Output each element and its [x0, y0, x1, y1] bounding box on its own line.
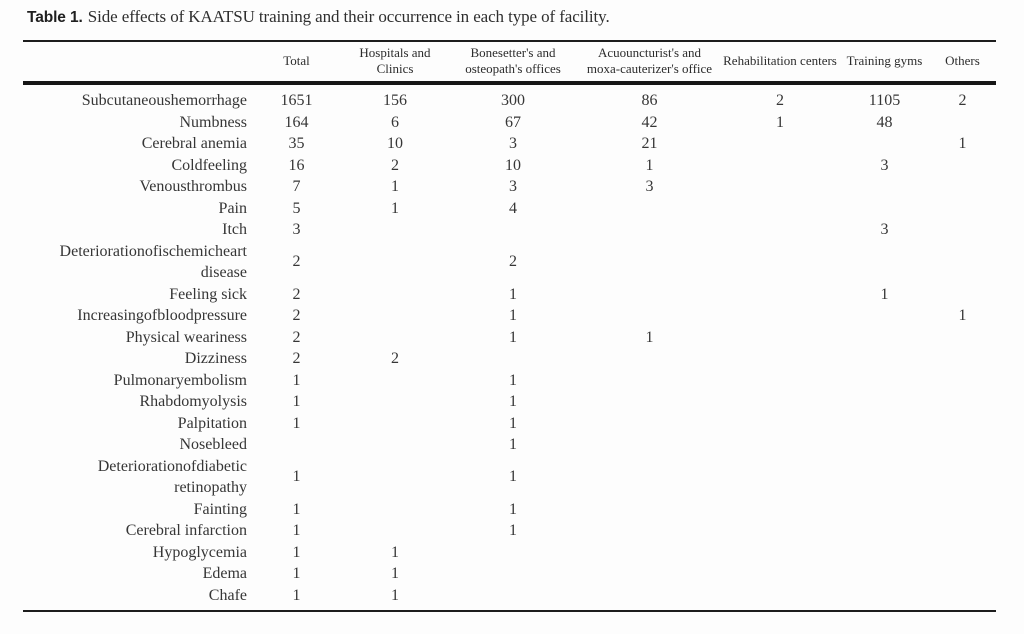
- cell: 1: [391, 565, 399, 582]
- cell: 1: [292, 414, 301, 432]
- cell: [720, 305, 840, 327]
- cell: 67: [505, 113, 521, 131]
- table-header-row: [23, 41, 996, 83]
- cell: 156: [383, 92, 407, 109]
- row-label: Pulmonaryembolism: [113, 371, 247, 389]
- cell: [720, 133, 840, 155]
- cell: 42: [641, 113, 658, 131]
- table-row: [23, 456, 996, 499]
- column-header-others: Others: [945, 53, 980, 68]
- table-row: [23, 542, 996, 564]
- cell: 1: [292, 522, 301, 539]
- table-row: [23, 305, 996, 327]
- row-label: Deteriorationofischemicheart disease: [59, 242, 247, 281]
- column-header-training-gyms: Training gyms: [846, 53, 923, 68]
- cell: 3: [292, 221, 301, 238]
- cell: [579, 305, 720, 327]
- row-label: Numbness: [179, 113, 247, 131]
- cell: 10: [387, 135, 403, 152]
- cell: [447, 585, 579, 612]
- cell: 2: [776, 92, 784, 109]
- cell: [840, 327, 929, 349]
- cell: [579, 456, 720, 499]
- cell: [929, 542, 996, 564]
- column-header-total: Total: [283, 53, 310, 68]
- row-label: Rhabdomyolysis: [139, 393, 247, 410]
- cell: [929, 219, 996, 241]
- cell: 1: [509, 307, 517, 324]
- cell: [720, 327, 840, 349]
- table-row: [23, 434, 996, 456]
- cell: 1: [391, 178, 399, 195]
- cell: 6: [391, 113, 399, 131]
- cell: [840, 391, 929, 413]
- row-label: Palpitation: [177, 414, 247, 432]
- row-label: Cerebral anemia: [141, 135, 247, 152]
- cell: [343, 413, 447, 435]
- cell: 3: [645, 178, 654, 195]
- cell: [720, 413, 840, 435]
- cell: [929, 391, 996, 413]
- cell: [720, 155, 840, 177]
- cell: [579, 241, 720, 284]
- row-label: Fainting: [193, 500, 247, 518]
- cell: [929, 284, 996, 306]
- cell: [579, 413, 720, 435]
- cell: [840, 520, 929, 542]
- table-row: [23, 391, 996, 413]
- cell: 16: [288, 156, 305, 174]
- cell: 1: [509, 414, 517, 432]
- cell: 3: [509, 178, 517, 195]
- table-row: [23, 112, 996, 134]
- row-label: Edema: [202, 565, 247, 582]
- cell: [343, 370, 447, 392]
- cell: [929, 348, 996, 370]
- cell: [840, 133, 929, 155]
- cell: [929, 112, 996, 134]
- cell: 2: [292, 328, 301, 346]
- cell: [720, 241, 840, 284]
- cell: 2: [958, 92, 967, 109]
- cell: [579, 542, 720, 564]
- table-row: [23, 155, 996, 177]
- row-label: Hypoglycemia: [152, 543, 247, 561]
- cell: [929, 241, 996, 284]
- cell: [447, 219, 579, 241]
- cell: 1: [509, 468, 517, 486]
- table-row: [23, 563, 996, 585]
- table-header: [23, 41, 996, 83]
- cell: 1: [292, 393, 301, 410]
- cell: [929, 327, 996, 349]
- row-label: Pain: [218, 199, 247, 217]
- row-label: Physical weariness: [125, 328, 247, 346]
- cell: 2: [391, 350, 399, 367]
- table-row: [23, 198, 996, 220]
- cell: 1: [509, 500, 517, 518]
- cell: 1: [391, 199, 399, 217]
- cell: [840, 370, 929, 392]
- cell: [579, 198, 720, 220]
- cell: [720, 284, 840, 306]
- cell: 164: [284, 113, 309, 131]
- cell: [720, 456, 840, 499]
- cell: [579, 370, 720, 392]
- row-label: Nosebleed: [179, 436, 247, 453]
- cell: 48: [876, 113, 893, 131]
- cell: 1: [292, 371, 301, 389]
- table-body: [23, 83, 996, 611]
- cell: [720, 542, 840, 564]
- cell: [929, 370, 996, 392]
- table-row: [23, 348, 996, 370]
- cell: 1: [292, 543, 301, 561]
- cell: [840, 542, 929, 564]
- table-row: [23, 499, 996, 521]
- cell: [720, 348, 840, 370]
- cell: [447, 563, 579, 585]
- cell: [579, 284, 720, 306]
- cell: 3: [509, 135, 517, 152]
- cell: [929, 155, 996, 177]
- table-row: [23, 520, 996, 542]
- table-row: [23, 176, 996, 198]
- cell: [929, 434, 996, 456]
- cell: [720, 198, 840, 220]
- cell: [840, 413, 929, 435]
- cell: 1: [391, 586, 399, 604]
- cell: 1: [292, 500, 301, 518]
- row-label: Deteriorationofdiabetic retinopathy: [97, 457, 247, 496]
- cell: 10: [505, 156, 521, 174]
- cell: 2: [292, 253, 301, 271]
- table-row: [23, 327, 996, 349]
- cell: [840, 499, 929, 521]
- cell: [579, 391, 720, 413]
- row-label: Subcutaneoushemorrhage: [81, 92, 247, 109]
- cell: 21: [641, 135, 658, 152]
- cell: [720, 176, 840, 198]
- table-caption-label: Table 1.: [27, 9, 83, 26]
- cell: [840, 348, 929, 370]
- cell: 1: [880, 285, 889, 303]
- cell: 35: [288, 135, 305, 152]
- cell: [343, 327, 447, 349]
- cell: [720, 391, 840, 413]
- cell: [840, 241, 929, 284]
- cell: [579, 585, 720, 612]
- cell: [343, 434, 447, 456]
- cell: 3: [880, 221, 889, 238]
- cell: [840, 563, 929, 585]
- cell: 4: [509, 199, 517, 217]
- cell: 2: [509, 253, 517, 271]
- cell: [343, 284, 447, 306]
- cell: 1: [958, 135, 967, 152]
- table-row: [23, 585, 996, 612]
- cell: 1: [509, 371, 517, 389]
- cell: [929, 563, 996, 585]
- cell: [343, 391, 447, 413]
- cell: 1: [509, 522, 517, 539]
- cell: [447, 348, 579, 370]
- cell: [343, 305, 447, 327]
- table-row: [23, 241, 996, 284]
- cell: [579, 348, 720, 370]
- column-header-acupuncturist-moxa: Acuouncturist's and moxa-cauterizer's office: [586, 45, 713, 76]
- cell: 2: [292, 307, 301, 324]
- cell: 3: [880, 156, 889, 174]
- cell: 1651: [280, 92, 313, 109]
- column-header-hospitals-clinics: Hospitals and Clinics: [359, 45, 431, 76]
- cell: [840, 305, 929, 327]
- row-label: Cerebral infarction: [125, 522, 247, 539]
- table-row: [23, 219, 996, 241]
- cell: [343, 499, 447, 521]
- cell: [840, 434, 929, 456]
- cell: 2: [391, 156, 399, 174]
- cell: [929, 520, 996, 542]
- cell: [579, 219, 720, 241]
- cell: [447, 542, 579, 564]
- cell: [579, 520, 720, 542]
- cell: 1: [292, 468, 301, 486]
- cell: [929, 499, 996, 521]
- row-label: Feeling sick: [169, 285, 247, 303]
- cell: [840, 176, 929, 198]
- table-caption: [27, 7, 610, 27]
- cell: 1: [509, 393, 517, 410]
- cell: 86: [641, 92, 658, 109]
- cell: [840, 198, 929, 220]
- cell: [579, 499, 720, 521]
- cell: [840, 585, 929, 612]
- cell: 1: [292, 565, 301, 582]
- cell: 1: [645, 156, 654, 174]
- cell: [929, 456, 996, 499]
- cell: [720, 370, 840, 392]
- row-label: Itch: [222, 221, 247, 238]
- column-header-empty: [23, 41, 250, 83]
- cell: [929, 198, 996, 220]
- table-caption-text: Side effects of KAATSU training and their occurrence in each type of facility.: [87, 7, 610, 26]
- row-label: Increasingofbloodpressure: [77, 307, 247, 324]
- table-row: [23, 133, 996, 155]
- cell: 2: [292, 350, 301, 367]
- cell: [929, 413, 996, 435]
- cell: 5: [292, 199, 301, 217]
- table-row: [23, 370, 996, 392]
- cell: [720, 520, 840, 542]
- column-header-rehabilitation: Rehabilitation centers: [723, 53, 837, 68]
- cell: 2: [292, 285, 301, 303]
- cell: [720, 499, 840, 521]
- cell: [343, 219, 447, 241]
- row-label: Coldfeeling: [171, 156, 247, 174]
- cell: 1: [645, 328, 654, 346]
- row-label: Venousthrombus: [139, 178, 247, 195]
- row-label: Dizziness: [184, 350, 247, 367]
- cell: 1: [776, 113, 784, 131]
- cell: 1: [958, 307, 967, 324]
- cell: 1: [509, 328, 517, 346]
- cell: [343, 520, 447, 542]
- cell: [343, 241, 447, 284]
- cell: [840, 456, 929, 499]
- cell: [343, 456, 447, 499]
- cell: [720, 563, 840, 585]
- column-header-bonesetter-osteopath: Bonesetter's and osteopath's offices: [465, 45, 561, 76]
- cell: [250, 434, 343, 456]
- cell: [720, 585, 840, 612]
- cell: [720, 434, 840, 456]
- cell: 1: [509, 436, 517, 453]
- cell: 1: [391, 543, 399, 561]
- cell: [929, 585, 996, 612]
- cell: [720, 219, 840, 241]
- table-row: [23, 284, 996, 306]
- cell: 1: [292, 586, 301, 604]
- row-label: Chafe: [208, 586, 247, 604]
- cell: [579, 563, 720, 585]
- cell: [579, 434, 720, 456]
- cell: [929, 176, 996, 198]
- cell: 7: [292, 178, 301, 195]
- cell: 1105: [868, 92, 901, 109]
- table-row: [23, 83, 996, 112]
- side-effects-table: [23, 40, 996, 612]
- cell: 1: [509, 285, 517, 303]
- table-row: [23, 413, 996, 435]
- cell: 300: [501, 92, 525, 109]
